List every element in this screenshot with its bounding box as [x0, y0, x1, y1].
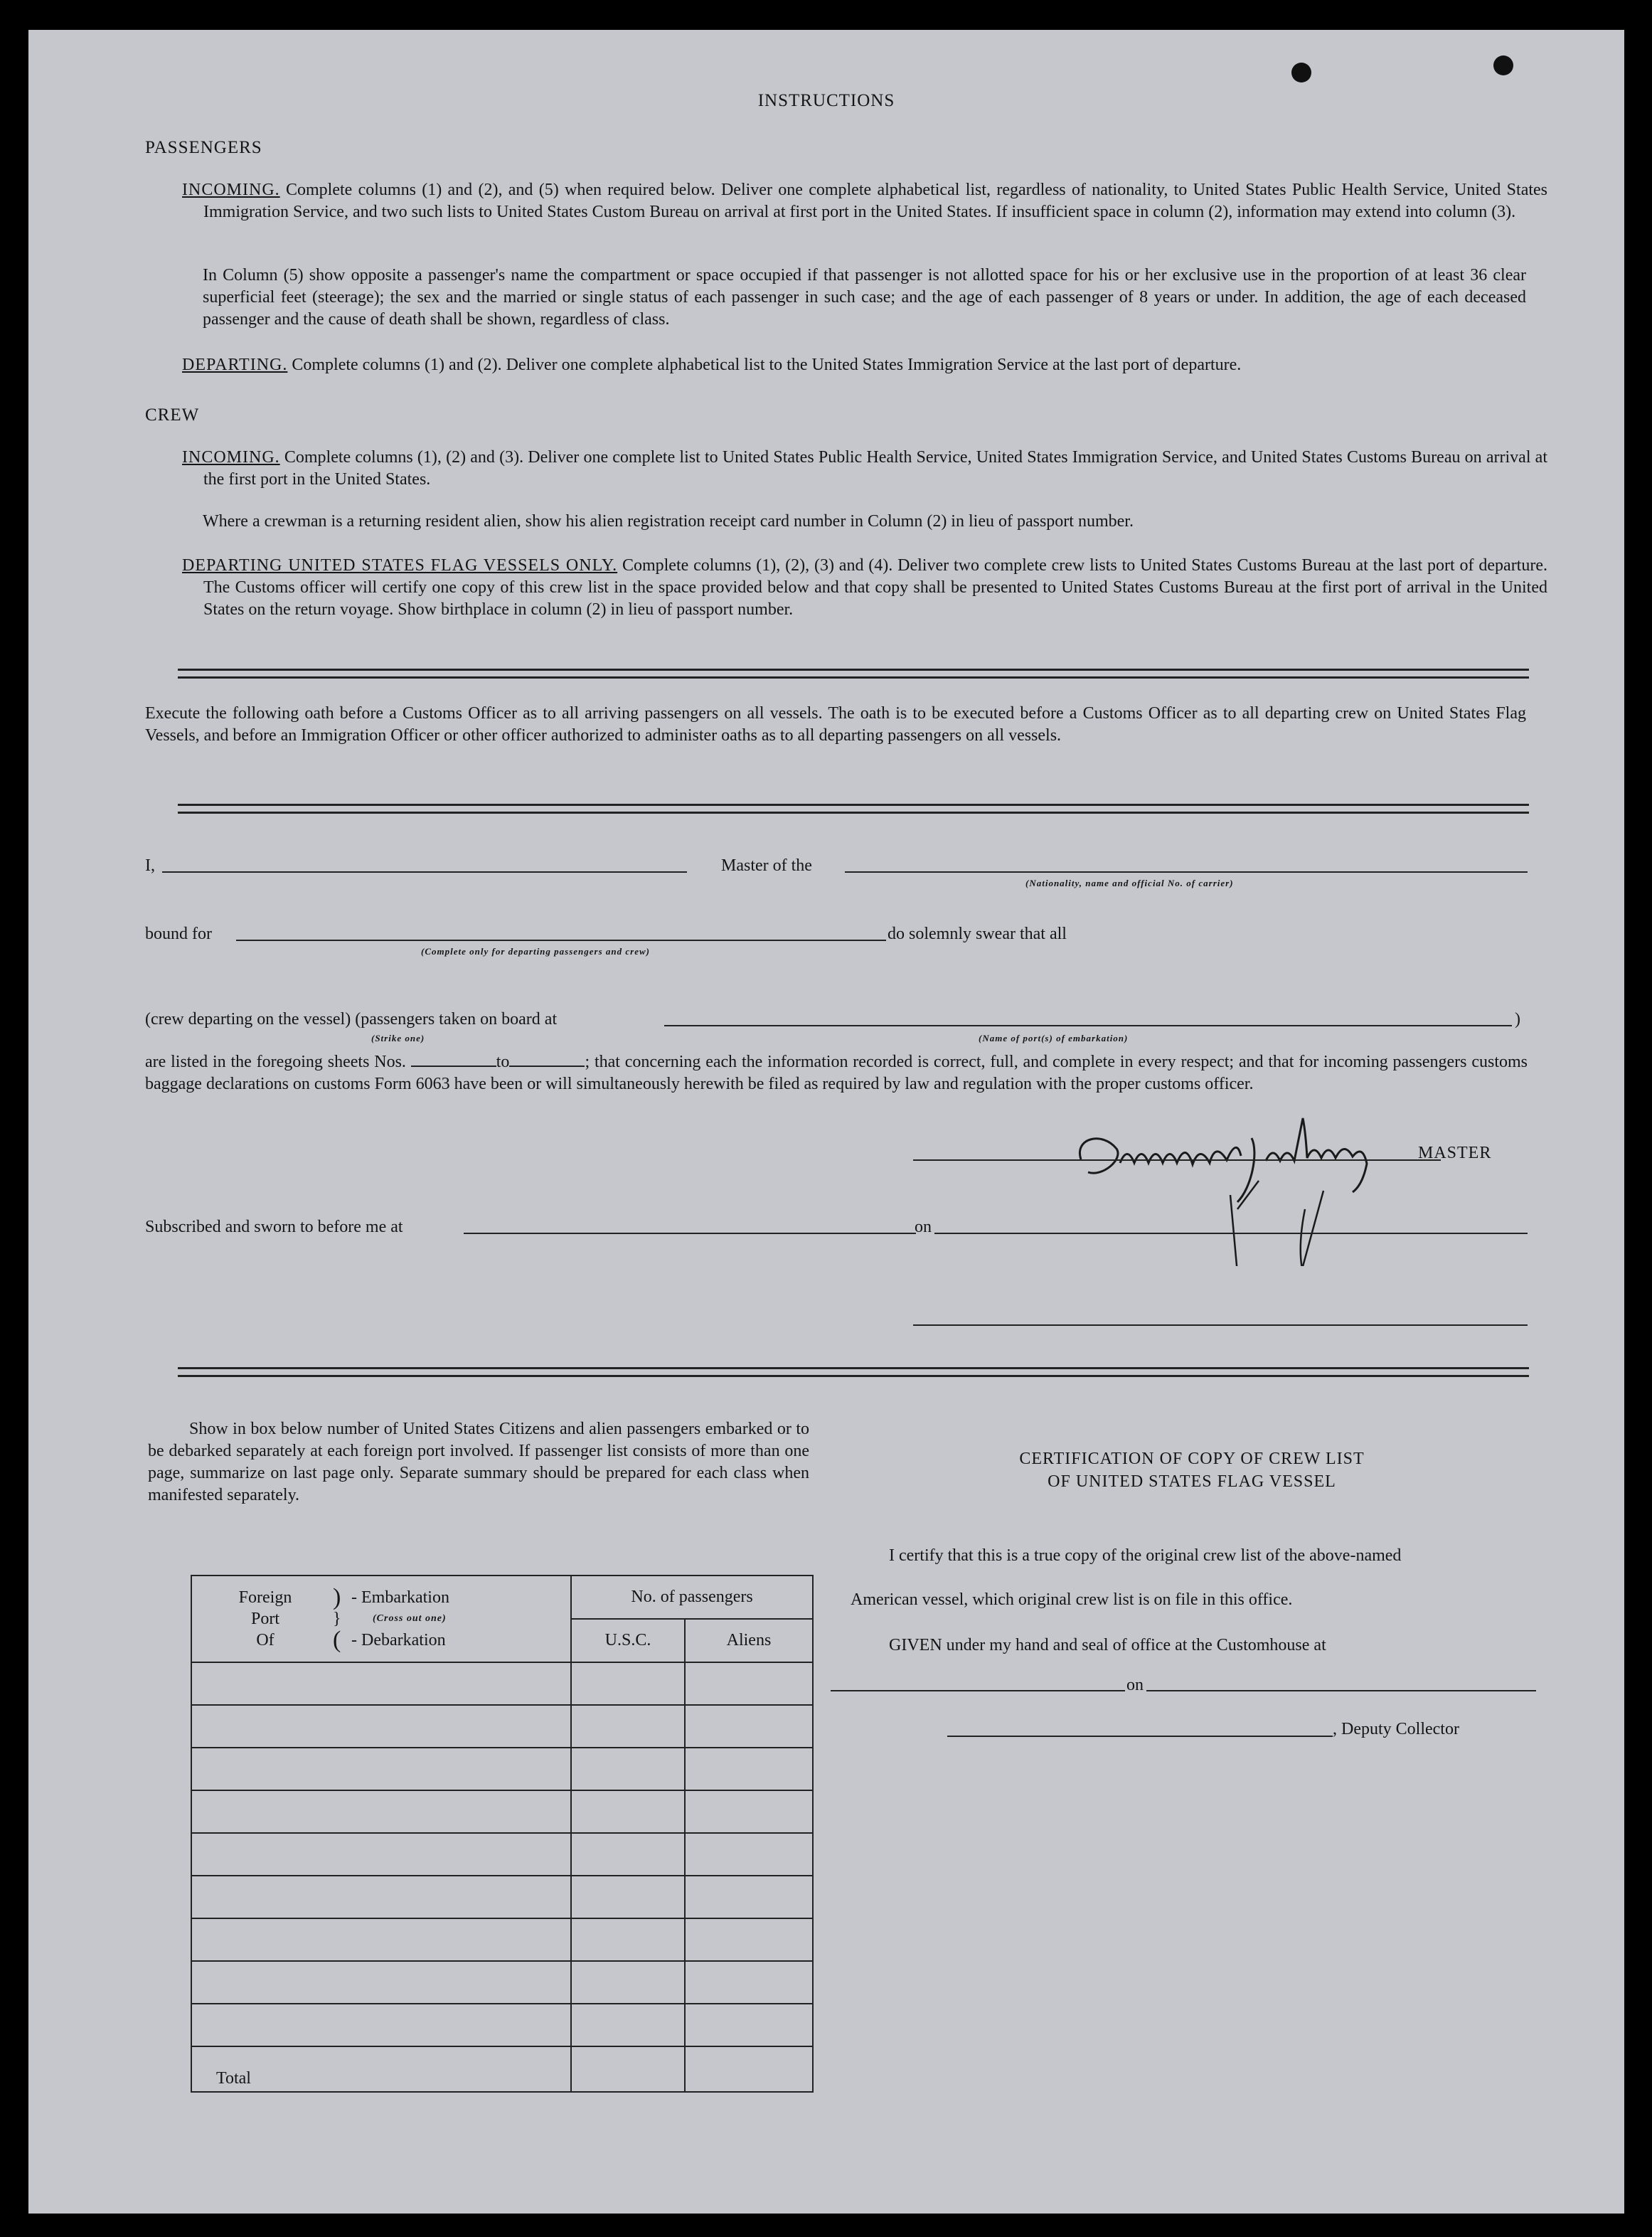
certification-date-field[interactable] — [1146, 1690, 1536, 1691]
sworn-date-field[interactable] — [934, 1233, 1528, 1234]
bound-for-label: bound for — [145, 925, 212, 943]
aliens-cell[interactable] — [685, 1748, 813, 1790]
port-cell[interactable] — [191, 1790, 571, 1833]
foreign-label: Foreign — [238, 1588, 292, 1607]
deputy-collector-label: , Deputy Collector — [1333, 1720, 1459, 1738]
usc-cell[interactable] — [571, 1876, 685, 1918]
port-caption: (Name of port(s) of embarkation) — [979, 1033, 1129, 1043]
aliens-cell[interactable] — [685, 1705, 813, 1748]
table-row — [191, 1918, 813, 1961]
section-divider — [178, 669, 1529, 679]
usc-cell[interactable] — [571, 1748, 685, 1790]
embarkation-port-field[interactable] — [664, 1025, 1512, 1026]
sworn-location-field[interactable] — [464, 1233, 916, 1234]
usc-header: U.S.C. — [571, 1619, 685, 1662]
certification-on-label: on — [1126, 1676, 1144, 1694]
passenger-summary-table — [191, 1575, 814, 2093]
subscribed-label: Subscribed and sworn to before me at — [145, 1218, 403, 1236]
crew-departing-label: DEPARTING UNITED STATES FLAG VESSELS ONLY. — [182, 556, 618, 575]
oath-instructions: Execute the following oath before a Customs Officer as to all arriving passengers on all vessels. The oath is to be executed before a Customs Officer as to all departing crew on United States Flag Vessels, and before an Immigration Officer or other officer authorized to administer oaths as to all departing passengers on all vessels. — [145, 704, 1526, 745]
swear-text: do solemnly swear that all — [888, 925, 1067, 943]
table-row — [191, 2004, 813, 2046]
oath-sheets-paragraph — [145, 1051, 1528, 1095]
port-cell[interactable] — [191, 1748, 571, 1790]
cross-out-caption: (Cross out one) — [373, 1613, 447, 1624]
section-divider — [178, 1367, 1529, 1377]
table-row — [191, 1961, 813, 2004]
table-row — [191, 1705, 813, 1748]
crew-incoming-text: Complete columns (1), (2) and (3). Deliver one complete list to United States Public Health Service, United States Immigration Service, and United States Customs Bureau on arrival at the first port in the United States. — [203, 448, 1547, 489]
page-heading: INSTRUCTIONS — [757, 91, 895, 110]
usc-cell[interactable] — [571, 1790, 685, 1833]
total-row — [191, 2046, 813, 2092]
port-header-cell — [191, 1576, 571, 1662]
port-cell[interactable] — [191, 1662, 571, 1705]
sheets-suffix: ; that concerning each the information recorded is correct, full, and complete in every respect; and that for incoming passengers customs baggage declarations on customs Form 6063 have been or will simultaneously herewith be filed as required by law and regulation with the proper customs officer. — [145, 1053, 1528, 1093]
officer-signature-line[interactable] — [913, 1324, 1528, 1326]
crew-incoming-paragraph — [182, 447, 1547, 491]
sworn-on-label: on — [915, 1218, 932, 1236]
total-label: Total — [191, 2046, 571, 2092]
document-page — [28, 30, 1624, 2214]
crew-departing-line: (crew departing on the vessel) (passengers taken on board at — [145, 1010, 558, 1029]
brace-mark: ) } ( — [333, 1584, 341, 1653]
port-label: Port — [250, 1610, 279, 1628]
strike-one-caption: (Strike one) — [371, 1033, 425, 1043]
carrier-caption: (Nationality, name and official No. of carrier) — [1025, 878, 1234, 888]
deputy-collector-signature[interactable] — [947, 1736, 1333, 1737]
certification-title-line2: OF UNITED STATES FLAG VESSEL — [1048, 1472, 1336, 1491]
usc-cell[interactable] — [571, 1961, 685, 2004]
aliens-cell[interactable] — [685, 1662, 813, 1705]
usc-cell[interactable] — [571, 1833, 685, 1876]
crew-title: CREW — [145, 405, 200, 425]
aliens-header: Aliens — [685, 1619, 813, 1662]
table-row — [191, 1790, 813, 1833]
port-cell[interactable] — [191, 1961, 571, 2004]
aliens-cell[interactable] — [685, 1876, 813, 1918]
aliens-cell[interactable] — [685, 1790, 813, 1833]
sheet-from-field[interactable] — [411, 1053, 496, 1067]
passengers-incoming-paragraph — [182, 179, 1547, 223]
passengers-departing-text: Complete columns (1) and (2). Deliver one complete alphabetical list to the United States Immigration Service at the last port of departure. — [292, 356, 1242, 374]
table-row — [191, 1876, 813, 1918]
embarkation-label: - Embarkation — [351, 1588, 449, 1607]
certification-title-line1: CERTIFICATION OF COPY OF CREW LIST — [1019, 1450, 1365, 1468]
carrier-field[interactable] — [845, 871, 1528, 873]
sheet-to-field[interactable] — [509, 1053, 585, 1067]
passengers-column5-paragraph: In Column (5) show opposite a passenger's name the compartment or space occupied if that passenger is not allotted space for his or her exclusive use in the proportion of at least 36 clear superficial feet (steerage); the sex and the married or single status of each passenger in such case; and the age of each passenger of 8 years or under. In addition, the age of each deceased passenger and the cause of death shall be shown, regardless of class. — [203, 266, 1526, 329]
crew-departing-paragraph — [182, 555, 1547, 621]
table-row — [191, 1748, 813, 1790]
punch-hole — [1493, 55, 1513, 75]
of-label: Of — [256, 1631, 275, 1649]
sheets-prefix: are listed in the foregoing sheets Nos. — [145, 1053, 406, 1071]
table-row — [191, 1662, 813, 1705]
passengers-title: PASSENGERS — [145, 138, 262, 157]
to-label: to — [496, 1053, 510, 1071]
total-usc-cell[interactable] — [571, 2046, 685, 2092]
aliens-cell[interactable] — [685, 2004, 813, 2046]
usc-cell[interactable] — [571, 2004, 685, 2046]
bound-for-caption: (Complete only for departing passengers and crew) — [421, 946, 650, 957]
master-signature — [1053, 1110, 1422, 1266]
passengers-departing-label: DEPARTING. — [182, 356, 288, 374]
usc-cell[interactable] — [571, 1918, 685, 1961]
crew-departing-text: Complete columns (1), (2), (3) and (4). Deliver two complete crew lists to United States Customs Bureau at the last port of departure. The Customs officer will certify one copy of this crew list in the space provided below and that copy shall be presented to United States Customs Bureau at the first port of arrival in the United States on the return voyage. Show birthplace in column (2) in lieu of passport number. — [203, 556, 1547, 619]
aliens-cell[interactable] — [685, 1833, 813, 1876]
total-aliens-cell[interactable] — [685, 2046, 813, 2092]
debarkation-label: - Debarkation — [351, 1631, 446, 1649]
master-name-field[interactable] — [162, 871, 687, 873]
master-label: MASTER — [1418, 1144, 1492, 1162]
passengers-incoming-label: INCOMING. — [182, 181, 280, 199]
master-signature-line[interactable] — [913, 1159, 1441, 1161]
table-row — [191, 1833, 813, 1876]
closing-paren: ) — [1515, 1010, 1520, 1029]
usc-cell[interactable] — [571, 1705, 685, 1748]
customhouse-field[interactable] — [831, 1690, 1125, 1691]
crew-returning-paragraph: Where a crewman is a returning resident alien, show his alien registration receipt card number in Column (2) in lieu of passport number. — [203, 512, 1134, 531]
usc-cell[interactable] — [571, 1662, 685, 1705]
oath-i-label: I, — [145, 856, 155, 875]
passengers-departing-paragraph — [182, 354, 1526, 376]
port-cell[interactable] — [191, 2004, 571, 2046]
bound-for-field[interactable] — [236, 940, 886, 941]
master-of-label: Master of the — [721, 856, 812, 875]
crew-incoming-label: INCOMING. — [182, 448, 280, 467]
port-cell[interactable] — [191, 1876, 571, 1918]
aliens-cell[interactable] — [685, 1961, 813, 2004]
punch-hole — [1291, 63, 1311, 83]
summary-instructions: Show in box below number of United States Citizens and alien passengers embarked or to be debarked separately at each foreign port involved. If passenger list consists of more than one page, summarize on last page only. Separate summary should be prepared for each class when manifested separately. — [148, 1420, 809, 1504]
given-text: GIVEN under my hand and seal of office at the Customhouse at — [889, 1636, 1326, 1654]
certify-line1: I certify that this is a true copy of the original crew list of the above-named — [889, 1546, 1402, 1565]
certify-line2: American vessel, which original crew list is on file in this office. — [851, 1590, 1293, 1609]
passengers-incoming-text: Complete columns (1) and (2), and (5) when required below. Deliver one complete alphabetical list, regardless of nationality, to United States Public Health Service, United States Immigration Service, and two such lists to United States Custom Bureau on arrival at first port in the United States. If insufficient space in column (2), information may extend into column (3). — [203, 181, 1547, 221]
aliens-cell[interactable] — [685, 1918, 813, 1961]
port-cell[interactable] — [191, 1833, 571, 1876]
section-divider — [178, 804, 1529, 814]
port-cell[interactable] — [191, 1705, 571, 1748]
port-cell[interactable] — [191, 1918, 571, 1961]
no-of-passengers-header: No. of passengers — [571, 1576, 813, 1619]
